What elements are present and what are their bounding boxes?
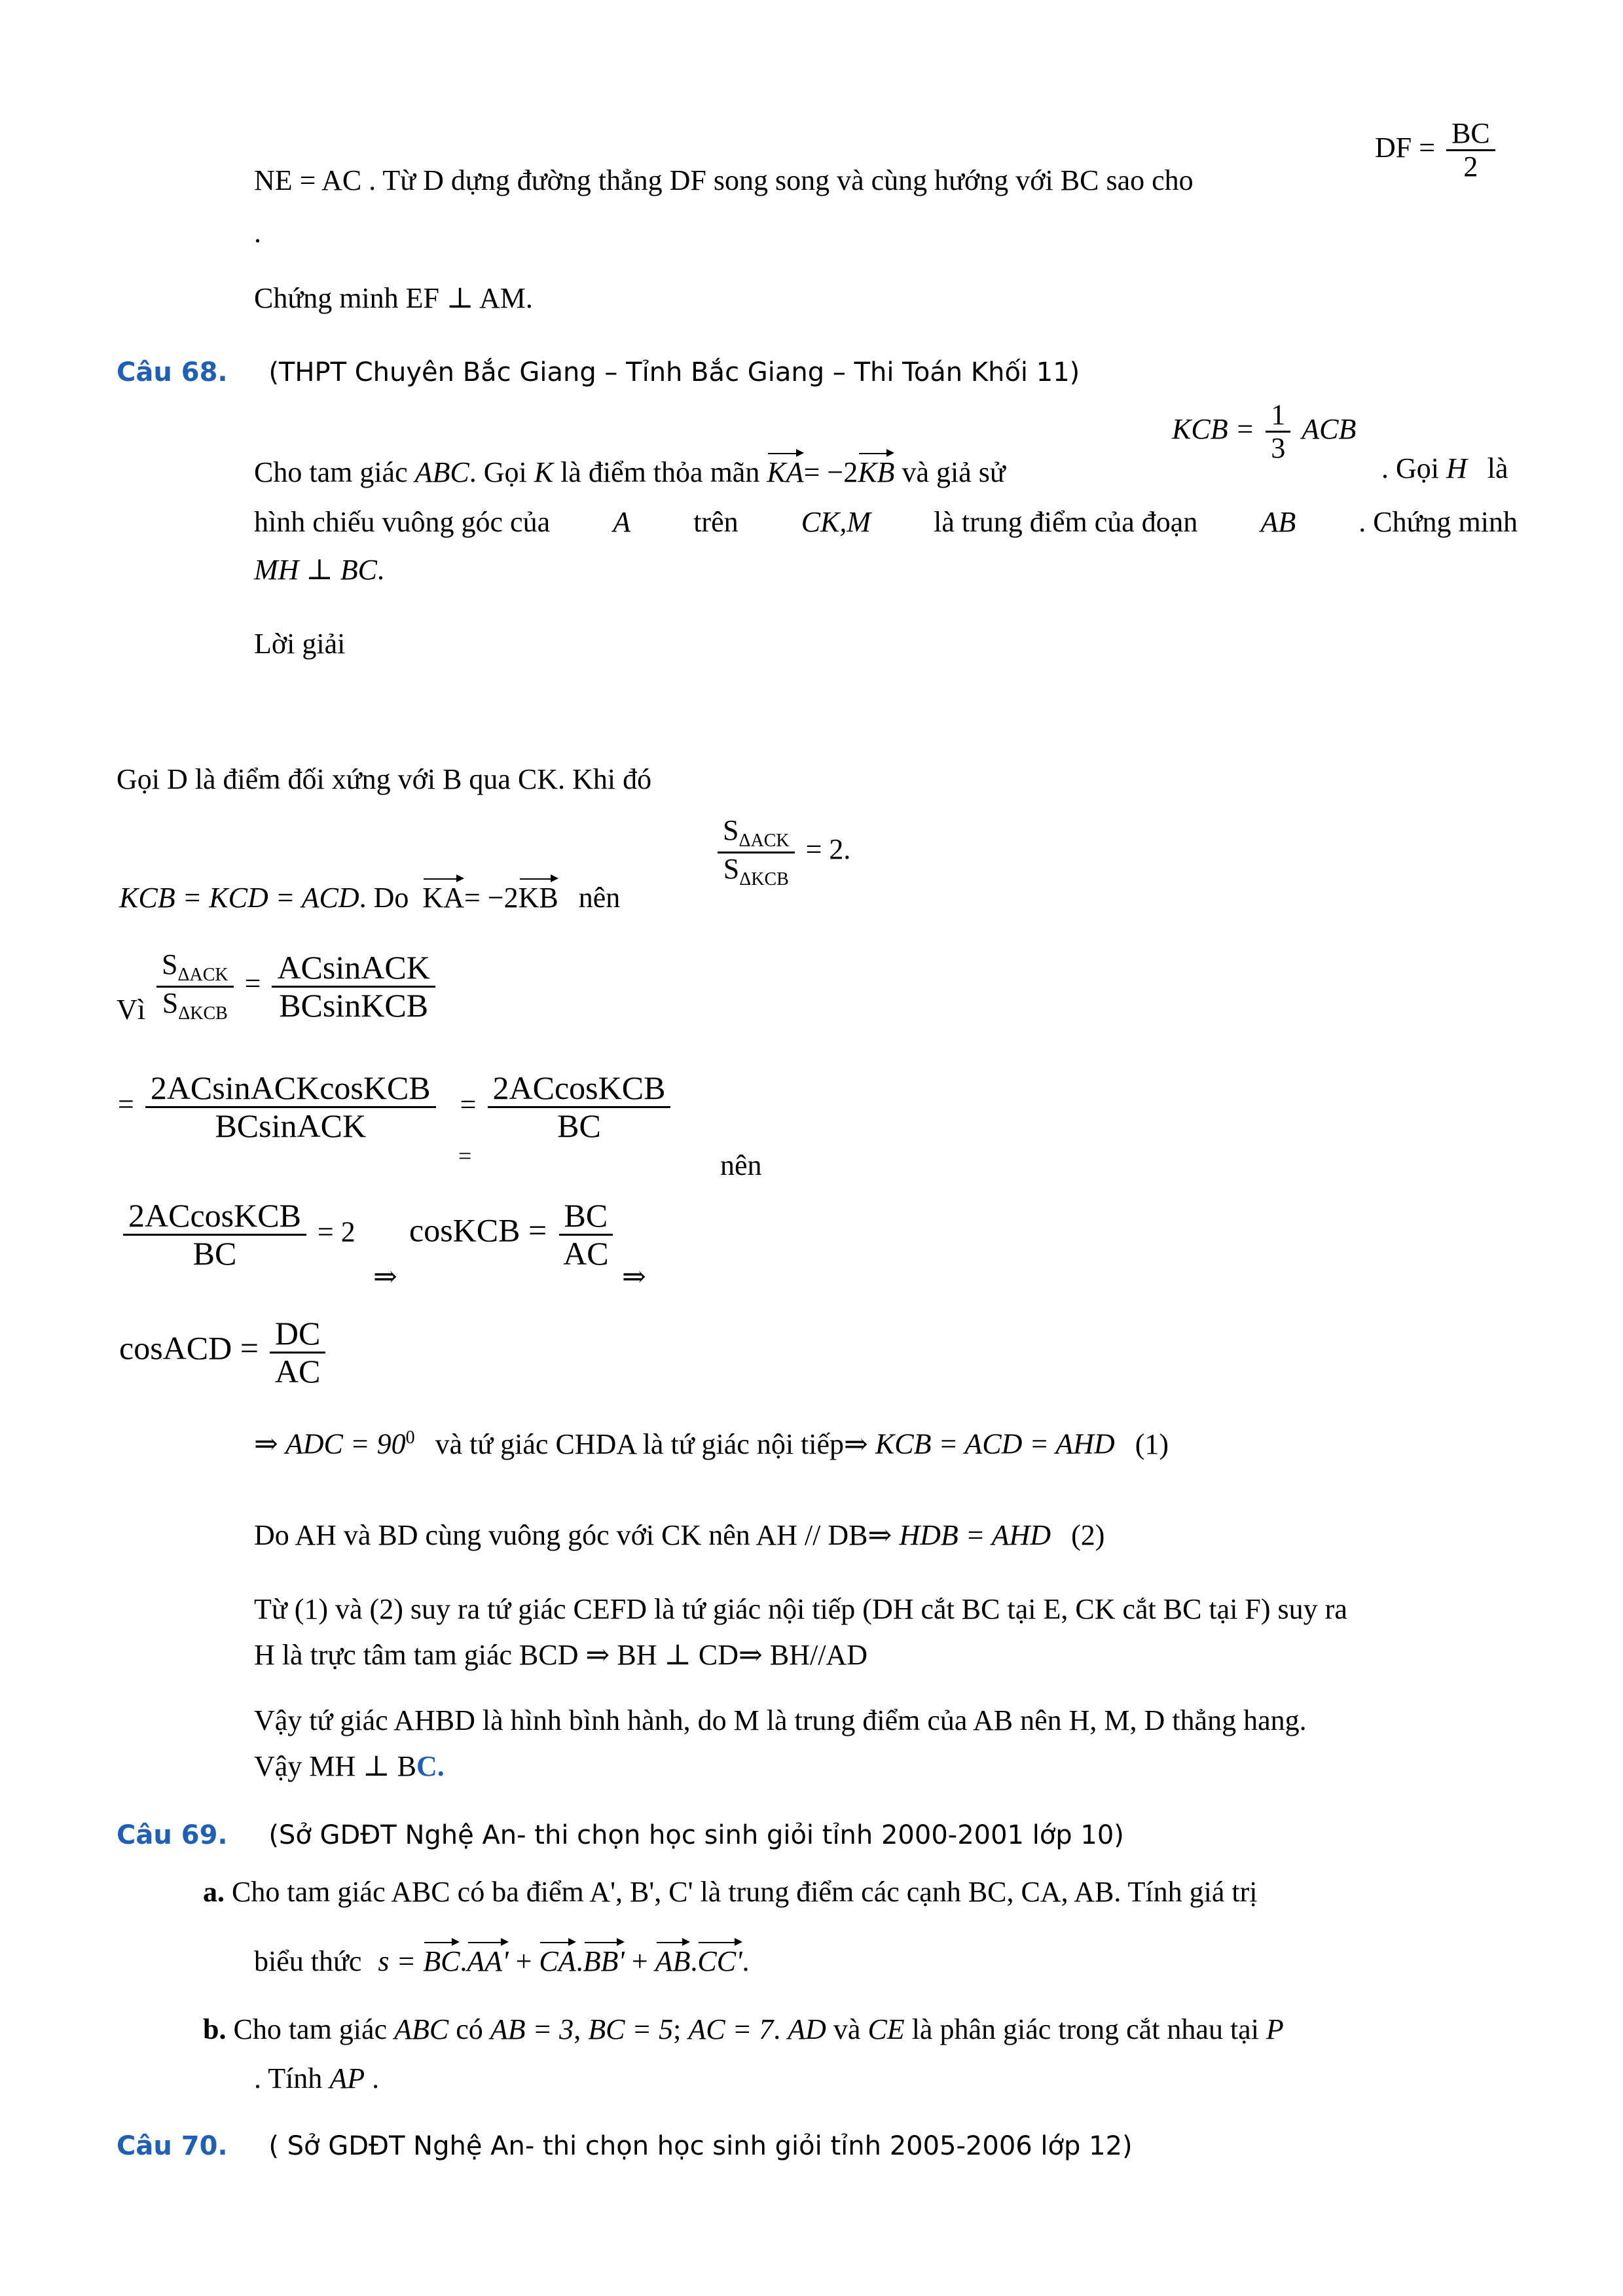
question-69-source: (Sở GDĐT Nghệ An- thi chọn học sinh giỏi tỉnh 2000-2001 lớp 10) <box>268 1820 1124 1850</box>
question-70-label: Câu 70. <box>117 2131 228 2161</box>
question-68-label: Câu 68. <box>117 357 228 387</box>
arrow-implies-2: ⇒ <box>622 1261 646 1293</box>
q68-line-1: Cho tam giác ABC. Gọi K là điểm thỏa mãn KA= −2KB và giả sử <box>254 452 1006 490</box>
solution-heading: Lời giải <box>254 628 346 660</box>
math-cos-acd: cosACD = $\frac{DC}{AC}$ <box>119 1316 329 1390</box>
q69-part-a-line-2: biểu thức s = BC.AA' + CA.BB' + AB.CC'. <box>254 1941 750 1979</box>
vector-ka: KA <box>767 452 803 490</box>
solution-line-2: KCB = KCD = ACD. Do KA= −2KB nên <box>119 877 620 916</box>
solution-line-11a: Vậy tứ giác AHBD là hình bình hành, do M là trung điểm của AB nên H, M, D thẳng hang. <box>254 1704 1307 1736</box>
small-equals: = <box>458 1143 472 1169</box>
math-fraction-chain: = $\frac{\text{2ACsinACKcosKCB}}{\text{BCsinACK}}$ = $\frac{\text{2ACcosKCB}}{BC}$ <box>118 1070 674 1144</box>
intro-line-2: Chứng minh EF ⊥ AM. <box>254 282 533 314</box>
vector-kb-2: KB <box>519 877 558 916</box>
question-70-header <box>117 2130 1133 2162</box>
q69-part-a-line-1: a. Cho tam giác ABC có ba điểm A', B', C' là trung điểm các cạnh BC, CA, AB. Tính giá trị <box>203 1876 1258 1908</box>
question-70-source: ( Sở GDĐT Nghệ An- thi chọn học sinh giỏi tỉnh 2005-2006 lớp 12) <box>268 2131 1133 2161</box>
solution-nen: nên <box>720 1149 762 1181</box>
q69-part-b-line-2: . Tính AP . <box>254 2062 380 2094</box>
q69-part-b-line-1: b. Cho tam giác ABC có AB = 3, BC = 5; AC = 7. AD và CE là phân giác trong cắt nhau tại P <box>203 2013 1284 2045</box>
math-cos-kcb: cosKCB = $\frac{BC}{AC}$ <box>409 1198 618 1272</box>
math-cos-kcb-line: $\frac{\text{2ACcosKCB}}{BC}$ = 2 <box>119 1198 356 1272</box>
question-69-label: Câu 69. <box>117 1820 228 1850</box>
math-ef-perp-am: EF ⊥ AM <box>405 282 526 314</box>
solution-line-10a: Từ (1) và (2) suy ra tứ giác CEFD là tứ giác nội tiếp (DH cắt BC tại E, CK cắt BC tại F) suy ra <box>254 1593 1347 1625</box>
q68-line-3: MH ⊥ BC. <box>254 554 385 586</box>
solution-line-8: ⇒ ADC = $90^0$ và tứ giác CHDA là tứ giác nội tiếp⇒ KCB = ACD = AHD (1) <box>254 1427 1169 1460</box>
math-df-fraction: DF = $\frac{BC}{2}$ <box>1375 118 1499 183</box>
vector-kb: KB <box>858 452 894 490</box>
math-area-ratio: $\frac{S_{\Delta ACK}}{S_{\Delta KCB}}$ = 2. <box>714 815 850 889</box>
solution-line-10b: H là trực tâm tam giác BCD ⇒ BH ⊥ CD⇒ BH//AD <box>254 1639 867 1671</box>
solution-line-1: Gọi D là điểm đối xứng với B qua CK. Khi đó <box>117 763 652 795</box>
solution-line-9: Do AH và BD cùng vuông góc với CK nên AH // DB⇒ HDB = AHD (2) <box>254 1519 1105 1551</box>
solution-line-11b: Vậy MH ⊥ BC. <box>254 1750 445 1782</box>
arrow-implies-1: ⇒ <box>373 1261 397 1293</box>
q68-line-2: hình chiếu vuông góc của A trên CK,M là trung điểm của đoạn AB . Chứng minh <box>254 506 1518 538</box>
question-68-header <box>117 357 1080 388</box>
question-68-source: (THPT Chuyên Bắc Giang – Tỉnh Bắc Giang – Thi Toán Khối 11) <box>268 357 1080 387</box>
vector-ka-2: KA <box>422 877 464 916</box>
math-mh-perp-bc: MH ⊥ BC <box>254 554 378 586</box>
math-vi-ratio: Vì $\frac{S_{\Delta ACK}}{S_{\Delta KCB}}$ = $\frac{\text{ACsinACK}}{\text{BCsinKCB}}$ <box>117 949 439 1028</box>
math-ne-ac: NE = AC <box>254 164 362 196</box>
q68-line-1-end: . Gọi H là <box>1381 452 1508 484</box>
math-angle-kcb-third: KCB = $\frac{1}{3}$ ACB <box>1172 399 1357 465</box>
question-69-header <box>117 1820 1124 1851</box>
intro-line-1: NE = AC . Từ D dựng đường thẳng DF song song và cùng hướng với BC sao cho <box>254 164 1194 196</box>
intro-dot: . <box>254 217 261 249</box>
